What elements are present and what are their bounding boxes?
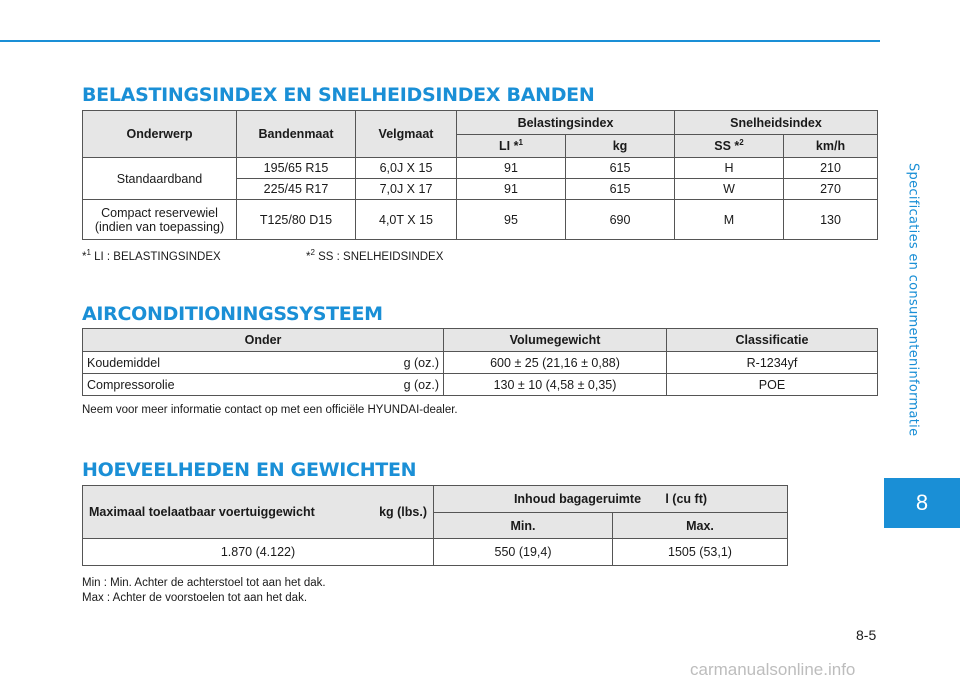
header-belastingsindex: Belastingsindex (457, 111, 675, 135)
chapter-number: 8 (915, 490, 929, 515)
cell: 550 (19,4) (434, 539, 613, 566)
header-kmh: km/h (784, 135, 878, 158)
side-section-label: Specificaties en consumenteninformatie (905, 163, 921, 437)
header-min: Min. (434, 513, 613, 539)
cell: 225/45 R17 (237, 179, 356, 200)
cell: W (675, 179, 784, 200)
cell: 1.870 (4.122) (83, 539, 434, 566)
cell: H (675, 158, 784, 179)
cell: T125/80 D15 (237, 200, 356, 240)
header-onder: Onder (83, 329, 444, 352)
header-kg: kg (566, 135, 675, 158)
watermark: carmanualsonline.info (690, 660, 856, 679)
cell-line: (indien van toepassing) (94, 219, 225, 234)
header-ss: SS *$^2$ (675, 135, 784, 158)
weights-note-min: Min : Min. Achter de achterstoel tot aan het dak. (82, 577, 326, 589)
header-classificatie: Classificatie (667, 329, 878, 352)
header-li: LI *$^1$ (457, 135, 566, 158)
cell: 1505 (53,1) (613, 539, 788, 566)
cell-compressorolie: Compressorolie g (oz.) (83, 374, 444, 396)
cell: 195/65 R15 (237, 158, 356, 179)
cell: 130 (784, 200, 878, 240)
cell: 91 (457, 179, 566, 200)
cell: R-1234yf (667, 352, 878, 374)
tires-section-title: BELASTINGSINDEX EN SNELHEIDSINDEX BANDEN (82, 84, 595, 106)
aircon-section-title: AIRCONDITIONINGSSYSTEEM (82, 303, 383, 325)
cell: 91 (457, 158, 566, 179)
tires-note-ss: *$^2$ SS : SNELHEIDSINDEX (306, 248, 444, 263)
table-row (83, 158, 878, 179)
header-luggage: Inhoud bagageruimte l (cu ft) (434, 486, 788, 513)
header-velgmaat: Velgmaat (356, 111, 457, 158)
header-snelheidsindex: Snelheidsindex (675, 111, 878, 135)
cell: 6,0J X 15 (356, 158, 457, 179)
weights-table (82, 485, 788, 566)
cell: POE (667, 374, 878, 396)
cell: 4,0T X 15 (356, 200, 457, 240)
header-max-weight: Maximaal toelaatbaar voertuiggewicht kg (lbs.) (83, 486, 434, 539)
cell: M (675, 200, 784, 240)
page-number: 8-5 (856, 627, 877, 643)
cell: 130 ± 10 (4,58 ± 0,35) (444, 374, 667, 396)
table-row (83, 539, 788, 566)
cell: 7,0J X 17 (356, 179, 457, 200)
header-volumegewicht: Volumegewicht (444, 329, 667, 352)
aircon-table (82, 328, 878, 396)
cell-line: Compact reservewiel (101, 205, 218, 220)
cell: 95 (457, 200, 566, 240)
header-onderwerp: Onderwerp (83, 111, 237, 158)
cell: 615 (566, 179, 675, 200)
cell: 690 (566, 200, 675, 240)
cell-koudemiddel: Koudemiddel g (oz.) (83, 352, 444, 374)
tires-table (82, 110, 878, 240)
header-bandenmaat: Bandenmaat (237, 111, 356, 158)
header-rule (0, 40, 880, 42)
cell: 615 (566, 158, 675, 179)
table-row (83, 352, 878, 374)
table-row (83, 374, 878, 396)
cell: 210 (784, 158, 878, 179)
aircon-note: Neem voor meer informatie contact op met een officiële HYUNDAI-dealer. (82, 404, 458, 416)
cell: 270 (784, 179, 878, 200)
weights-section-title: HOEVEELHEDEN EN GEWICHTEN (82, 459, 417, 481)
table-row (83, 200, 878, 240)
cell: 600 ± 25 (21,16 ± 0,88) (444, 352, 667, 374)
tires-note-li: *$^1$ LI : BELASTINGSINDEX (82, 248, 221, 263)
weights-note-max: Max : Achter de voorstoelen tot aan het dak. (82, 592, 308, 604)
chapter-tab[interactable] (884, 478, 960, 528)
cell-standaardband: Standaardband (83, 158, 237, 200)
cell-compact-reservewiel (83, 200, 237, 240)
header-max: Max. (613, 513, 788, 539)
